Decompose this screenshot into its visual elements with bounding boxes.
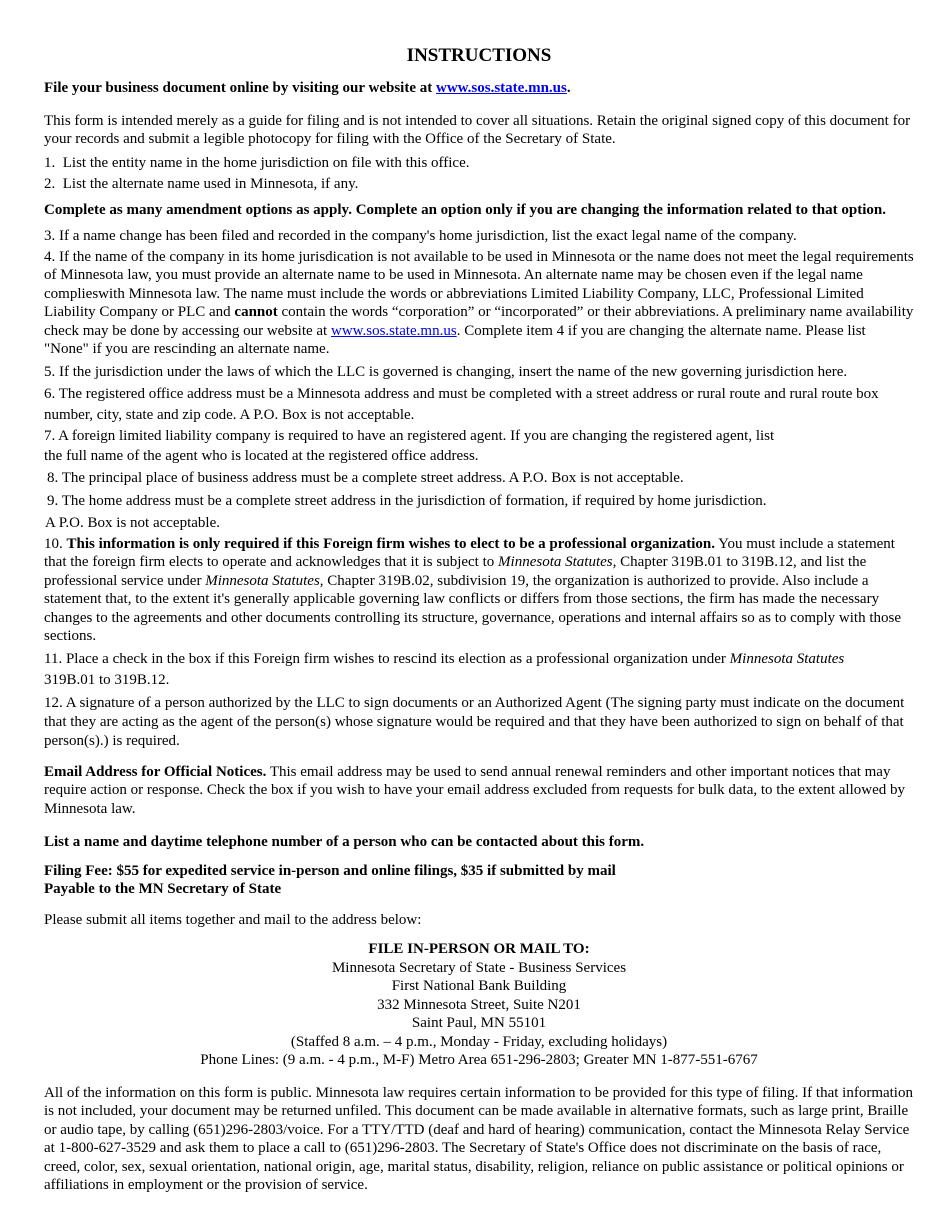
item-5	[44, 363, 914, 382]
item-2-text: List the alternate name used in Minnesota, if any.	[62, 176, 359, 192]
item-5-number: 5.	[44, 363, 56, 380]
amendment-note: Complete as many amendment options as apply. Complete an option only if you are changing the information related to that option.	[44, 201, 886, 218]
item-12-number: 12.	[44, 694, 63, 711]
page-title: INSTRUCTIONS	[406, 45, 552, 66]
mailing-address-heading: FILE IN-PERSON OR MAIL TO:	[368, 941, 590, 957]
mailing-address-block	[44, 940, 914, 1070]
item-4-number: 4.	[44, 248, 56, 265]
item-12	[44, 694, 914, 751]
public-information-notice: All of the information on this form is public. Minnesota law requires certain information to be provided for this type of filing. If that information is not included, your document may be returned unfiled. This document can be made available in alternative formats, such as large print, Braille or audio tape, by calling (651)296-2803/voice. For a TTY/TTD (deaf and hard of hearing) communication, contact the Minnesota Relay Service at 1-800-627-3529 and ask them to place a call to (651)296-2803. The Secretary of State's Office does not discriminate on the basis of race, creed, color, sex, sexual orientation, national origin, age, marital status, disability, religion, reliance on public assistance or political opinions or affiliations in employment or the provision of service.	[44, 1084, 913, 1193]
item-2	[44, 175, 914, 194]
item-1-number: 1.	[44, 154, 56, 171]
email-notice-heading: Email Address for Official Notices.	[44, 763, 267, 780]
submit-instruction: Please submit all items together and mail to the address below:	[44, 911, 422, 928]
item-11-line-2: 319B.01 to 319B.12.	[44, 671, 170, 688]
item-10-text-a: You must include a statement that the foreign firm elects to operate and acknowledges that it is subject to	[44, 535, 895, 570]
item-6-number: 6.	[44, 386, 56, 402]
address-line: 332 Minnesota Street, Suite N201	[377, 996, 581, 1013]
filing-fee: Filing Fee: $55 for expedited service in-person and online filings, $35 if submitted by mail	[44, 862, 616, 879]
intro-paragraph: This form is intended merely as a guide for filing and is not intended to cover all situations. Retain the original signed copy of this document for your records and submit a legible photocopy for filing with the Office of the Secretary of State.	[44, 112, 911, 147]
item-1	[44, 154, 914, 173]
item-3-text: If a name change has been filed and recorded in the company's home jurisdiction, list the exact legal name of the company.	[59, 228, 797, 244]
email-notice-text: This email address may be used to send annual renewal reminders and other important notices that may require action or response. Check the box if you wish to have your email address excluded from requests for bulk data, to the extent allowed by Minnesota law.	[44, 763, 905, 817]
item-9-text: The home address must be a complete street address in the jurisdiction of formation, if required by home jurisdiction.	[61, 492, 767, 509]
address-line: Minnesota Secretary of State - Business Services	[331, 959, 627, 976]
item-10	[44, 535, 914, 646]
item-9-line-2: A P.O. Box is not acceptable.	[45, 515, 220, 531]
item-7-line-2: the full name of the agent who is located at the registered office address.	[44, 448, 479, 464]
instructions-page	[44, 44, 914, 1195]
item-11-statutes: Minnesota Statutes	[729, 650, 845, 667]
item-5-text: If the jurisdiction under the laws of which the LLC is governed is changing, insert the name of the new governing jurisdiction here.	[59, 363, 848, 380]
item-4-cannot: cannot	[234, 304, 278, 320]
file-online-line	[44, 79, 914, 98]
item-10-number: 10.	[44, 535, 63, 552]
item-6	[44, 384, 914, 426]
sos-website-link[interactable]: www.sos.state.mn.us	[436, 80, 567, 96]
filing-fee-payable: Payable to the MN Secretary of State	[44, 881, 282, 897]
item-6-text: The registered office address must be a Minnesota address and must be completed with a street address or rural route and rural route box number, city, state and zip code. A P.O. Box is not acceptable.	[44, 386, 879, 423]
phone-lines: Phone Lines: (9 a.m. - 4 p.m., M-F) Metro Area 651-296-2803; Greater MN 1-877-551-6767	[200, 1052, 758, 1068]
item-11-number: 11.	[44, 650, 63, 667]
item-4	[44, 248, 914, 359]
address-line: Saint Paul, MN 55101	[411, 1015, 547, 1031]
item-4-website-link[interactable]: www.sos.state.mn.us	[330, 322, 457, 339]
address-line: First National Bank Building	[391, 978, 567, 994]
item-10-text-b: Chapter 319B.01 to 319B.12, and list the professional service under	[44, 554, 867, 589]
item-3	[44, 227, 914, 246]
office-hours: (Staffed 8 a.m. – 4 p.m., Monday - Friday, excluding holidays)	[290, 1033, 668, 1050]
item-12-text: A signature of a person authorized by the LLC to sign documents or an Authorized Agent (The signing party must indicate on the document that they are acting as the agent of the person(s) whose signature would be required and that they have been authorized to sign on behalf of that person(s).) is required.	[44, 694, 905, 749]
item-4-text-a: If the name of the company in its home jurisdication is not available to be used in Minnesota or the name does not meet the legal requirements of Minnesota law, you must provide an alternate name to be used in Minnesota. An alternate name may be chosen even if the legal name complieswith Minnesota law. The name must include the words or abbreviations Limited Liability Company, LLC, Professional Limited Liability Company or PLC and	[44, 248, 914, 320]
file-online-suffix: .	[566, 80, 571, 96]
contact-instruction: List a name and daytime telephone number of a person who can be contacted about this form.	[44, 834, 645, 850]
item-10-statutes-1: Minnesota Statutes,	[498, 554, 617, 570]
item-2-number: 2.	[44, 176, 56, 192]
item-10-statutes-2: Minnesota Statutes,	[205, 572, 324, 589]
item-4-text-c: . Complete item 4 if you are changing the alternate name. Please list "None" if you are rescinding an alternate name.	[44, 322, 866, 357]
item-10-text-c: Chapter 319B.02, subdivision 19, the organization is authorized to provide. Also include a statement that, to the extent it's generally applicable governing law conflicts or differs from those sections, the firm has made the necessary changes to the agreements and other documents controlling its structure, governance, operations and internal affairs so as to comply with those sections.	[44, 572, 901, 644]
email-notice	[44, 763, 914, 819]
item-10-bold: This information is only required if this Foreign firm wishes to elect to be a professional organization.	[66, 535, 715, 552]
item-8	[44, 469, 914, 488]
item-3-number: 3.	[44, 228, 56, 244]
item-11	[44, 649, 914, 670]
item-9-number: 9.	[47, 492, 59, 509]
item-8-text: The principal place of business address must be a complete street address. A P.O. Box is not acceptable.	[61, 470, 684, 486]
item-1-text: List the entity name in the home jurisdiction on file with this office.	[62, 154, 470, 171]
file-online-text: File your business document online by visiting our website at	[44, 80, 436, 96]
item-11-text: Place a check in the box if this Foreign firm wishes to rescind its election as a professional organization under	[65, 650, 730, 667]
item-8-number: 8.	[47, 470, 59, 486]
item-9	[44, 492, 914, 511]
item-4-text-b: contain the words “corporation” or “incorporated” or their abbreviations. A preliminary name availability check may be done by accessing our website at	[44, 304, 914, 339]
item-7-line-1: 7. A foreign limited liability company is required to have an registered agent. If you are changing the registered agent, list	[44, 428, 775, 444]
